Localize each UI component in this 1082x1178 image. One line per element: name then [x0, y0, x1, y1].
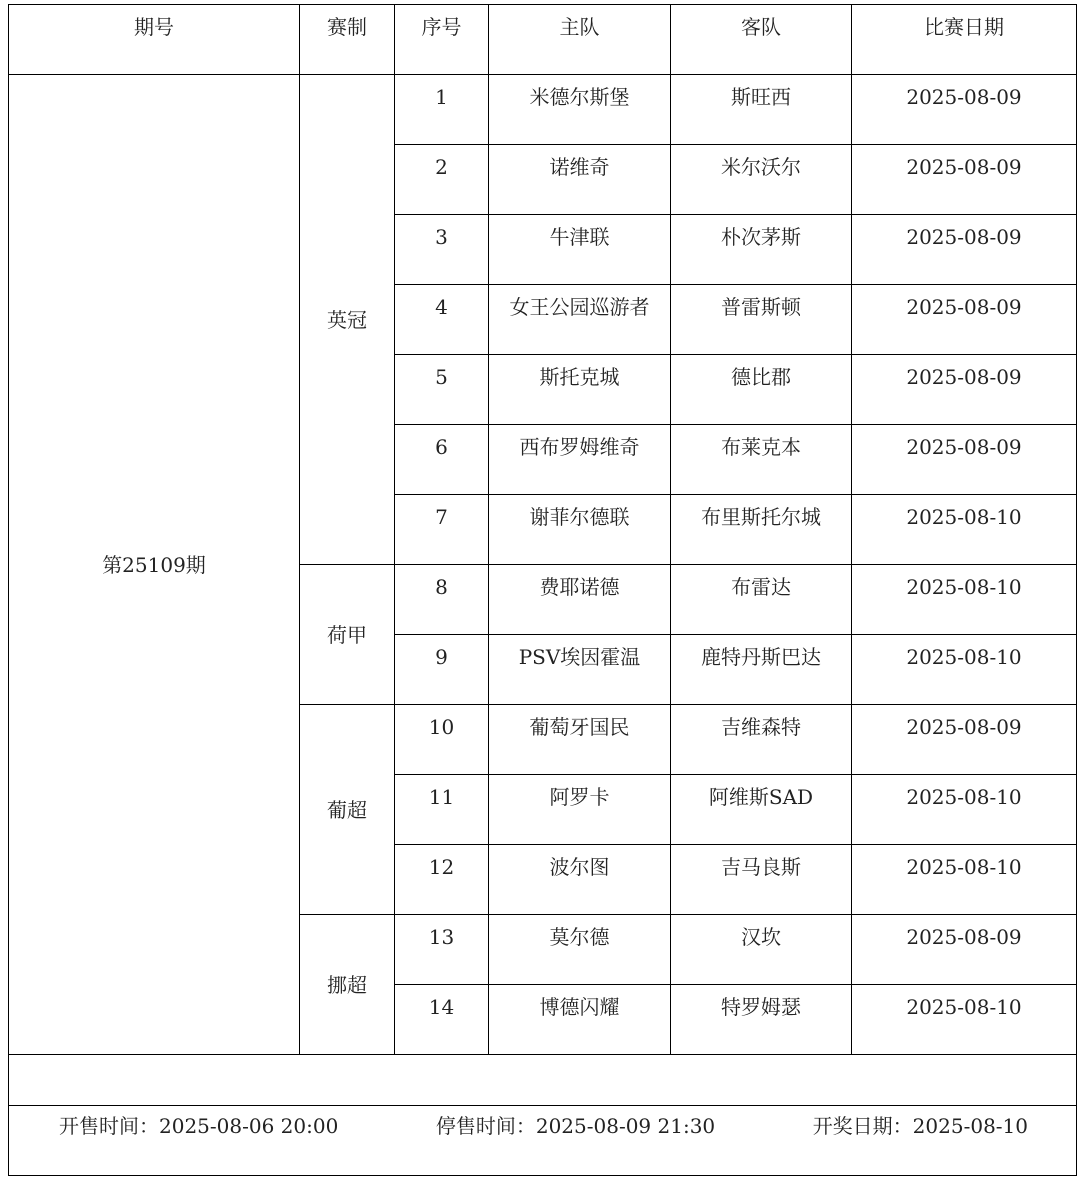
match-away-cell: 特罗姆瑟	[671, 985, 852, 1055]
match-date-cell: 2025-08-09	[852, 355, 1077, 425]
match-no-cell: 11	[395, 775, 489, 845]
blank-cell	[9, 1055, 1077, 1106]
draw-date-text: 开奖日期：2025-08-10	[812, 1114, 1028, 1138]
match-away-cell: 斯旺西	[671, 75, 852, 145]
match-date-cell: 2025-08-10	[852, 635, 1077, 705]
match-no-cell: 5	[395, 355, 489, 425]
match-no-cell: 14	[395, 985, 489, 1055]
match-home-cell: 阿罗卡	[489, 775, 671, 845]
match-date-cell: 2025-08-09	[852, 915, 1077, 985]
match-date-cell: 2025-08-09	[852, 145, 1077, 215]
league-cell: 英冠	[300, 75, 395, 565]
match-no-cell: 2	[395, 145, 489, 215]
match-away-cell: 阿维斯SAD	[671, 775, 852, 845]
match-home-cell: PSV埃因霍温	[489, 635, 671, 705]
match-no-cell: 10	[395, 705, 489, 775]
header-row	[9, 5, 1077, 75]
footer-row	[9, 1106, 1077, 1176]
match-no-cell: 9	[395, 635, 489, 705]
header-period: 期号	[9, 5, 300, 75]
match-home-cell: 费耶诺德	[489, 565, 671, 635]
match-away-cell: 鹿特丹斯巴达	[671, 635, 852, 705]
match-date-cell: 2025-08-10	[852, 775, 1077, 845]
match-date-cell: 2025-08-09	[852, 75, 1077, 145]
league-cell: 挪超	[300, 915, 395, 1055]
match-home-cell: 谢菲尔德联	[489, 495, 671, 565]
match-home-cell: 诺维奇	[489, 145, 671, 215]
match-away-cell: 布莱克本	[671, 425, 852, 495]
match-away-cell: 朴次茅斯	[671, 215, 852, 285]
header-away: 客队	[671, 5, 852, 75]
footer-info	[9, 1116, 1076, 1136]
footer-cell	[9, 1106, 1077, 1176]
league-cell: 葡超	[300, 705, 395, 915]
match-home-cell: 莫尔德	[489, 915, 671, 985]
match-date-cell: 2025-08-10	[852, 985, 1077, 1055]
blank-row	[9, 1055, 1077, 1106]
match-away-cell: 米尔沃尔	[671, 145, 852, 215]
sale-stop-text: 停售时间：2025-08-09 21:30	[435, 1114, 716, 1138]
match-home-cell: 博德闪耀	[489, 985, 671, 1055]
match-date-cell: 2025-08-10	[852, 845, 1077, 915]
match-away-cell: 吉维森特	[671, 705, 852, 775]
match-no-cell: 1	[395, 75, 489, 145]
table-row	[9, 75, 1077, 145]
match-no-cell: 3	[395, 215, 489, 285]
match-home-cell: 牛津联	[489, 215, 671, 285]
match-away-cell: 布雷达	[671, 565, 852, 635]
match-no-cell: 12	[395, 845, 489, 915]
match-home-cell: 米德尔斯堡	[489, 75, 671, 145]
header-date: 比赛日期	[852, 5, 1077, 75]
match-no-cell: 13	[395, 915, 489, 985]
league-cell: 荷甲	[300, 565, 395, 705]
match-home-cell: 斯托克城	[489, 355, 671, 425]
match-no-cell: 7	[395, 495, 489, 565]
match-no-cell: 6	[395, 425, 489, 495]
header-home: 主队	[489, 5, 671, 75]
match-home-cell: 西布罗姆维奇	[489, 425, 671, 495]
match-home-cell: 女王公园巡游者	[489, 285, 671, 355]
match-date-cell: 2025-08-09	[852, 215, 1077, 285]
match-date-cell: 2025-08-10	[852, 495, 1077, 565]
match-no-cell: 8	[395, 565, 489, 635]
match-date-cell: 2025-08-09	[852, 705, 1077, 775]
match-no-cell: 4	[395, 285, 489, 355]
sale-start-text: 开售时间：2025-08-06 20:00	[59, 1114, 339, 1138]
schedule-table	[8, 4, 1077, 1176]
match-away-cell: 汉坎	[671, 915, 852, 985]
match-date-cell: 2025-08-09	[852, 285, 1077, 355]
match-away-cell: 布里斯托尔城	[671, 495, 852, 565]
match-date-cell: 2025-08-09	[852, 425, 1077, 495]
period-cell: 第25109期	[9, 75, 300, 1055]
header-league: 赛制	[300, 5, 395, 75]
match-home-cell: 葡萄牙国民	[489, 705, 671, 775]
match-away-cell: 普雷斯顿	[671, 285, 852, 355]
match-away-cell: 德比郡	[671, 355, 852, 425]
match-home-cell: 波尔图	[489, 845, 671, 915]
match-away-cell: 吉马良斯	[671, 845, 852, 915]
match-date-cell: 2025-08-10	[852, 565, 1077, 635]
header-number: 序号	[395, 5, 489, 75]
